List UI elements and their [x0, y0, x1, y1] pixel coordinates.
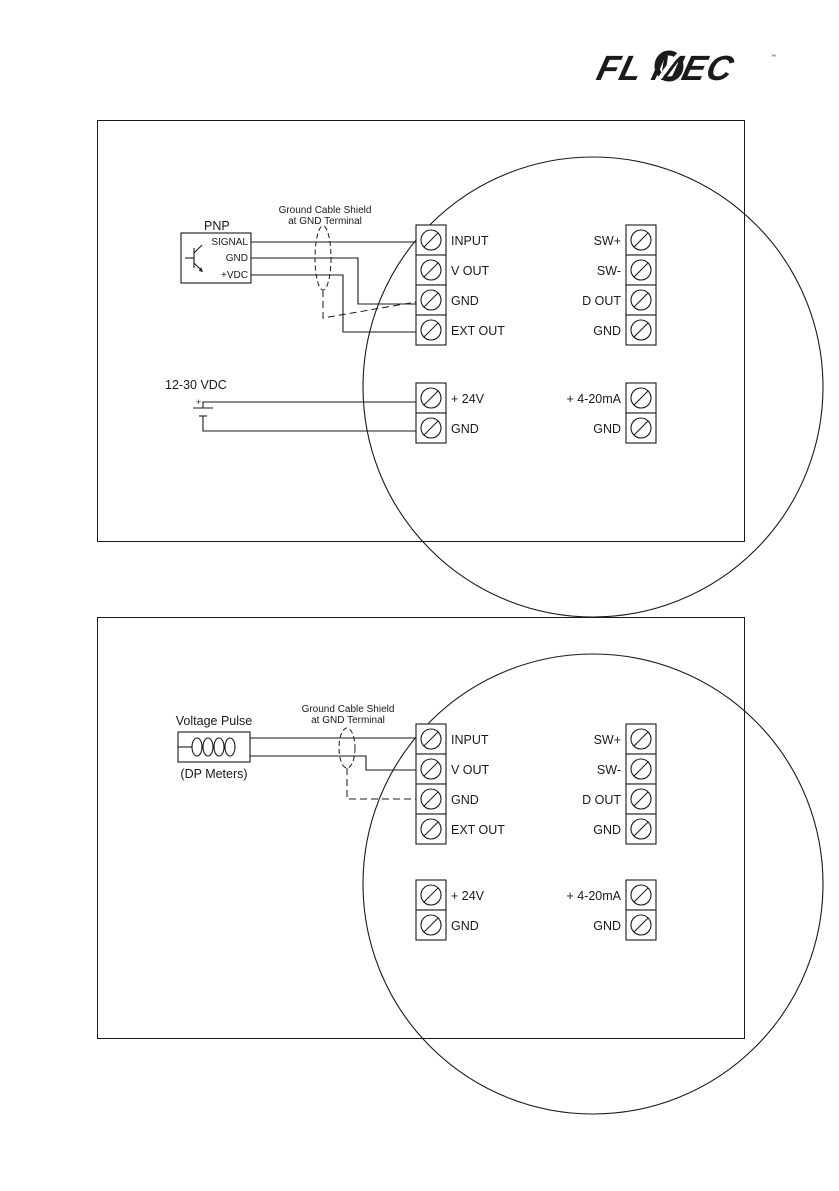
terminal-label-gnd-right: GND — [593, 823, 621, 837]
shield-note-line-1: Ground Cable Shield — [301, 704, 395, 715]
terminal-label-ext-out: EXT OUT — [451, 324, 505, 338]
sensor-pin-vdc: +VDC — [221, 270, 248, 281]
power-label-gnd-right: GND — [593, 422, 621, 436]
power-terminal-right — [626, 383, 656, 443]
terminal-label-sw-minus: SW- — [596, 763, 621, 777]
terminal-label-sw-plus: SW+ — [593, 733, 621, 747]
sensor-wiring — [250, 728, 416, 799]
terminal-label-d-out: D OUT — [582, 294, 621, 308]
sensor-title: PNP — [204, 219, 230, 233]
flomec-logo — [588, 44, 778, 88]
logo-text: FL MEC — [593, 48, 739, 88]
cable-shield-icon — [339, 728, 355, 768]
supply-wire-negative — [203, 416, 416, 431]
terminal-label-v-out: V OUT — [451, 763, 490, 777]
terminal-label-ext-out: EXT OUT — [451, 823, 505, 837]
terminal-block-right — [626, 724, 656, 844]
wiring-diagram-voltage-pulse — [97, 617, 745, 1039]
sensor-subtitle: (DP Meters) — [180, 767, 248, 781]
power-terminal-left — [416, 880, 446, 940]
terminal-label-v-out: V OUT — [451, 264, 490, 278]
power-label-24v: + 24V — [451, 889, 485, 903]
terminal-label-gnd-right: GND — [593, 324, 621, 338]
sensor-title: Voltage Pulse — [175, 714, 253, 728]
terminal-label-d-out: D OUT — [582, 793, 621, 807]
terminal-block-right — [626, 225, 656, 345]
power-label-gnd: GND — [451, 422, 479, 436]
terminal-label-input: INPUT — [451, 234, 489, 248]
wiring-diagram-voltage-pulse-svg — [98, 618, 744, 1038]
shield-note-line-2: at GND Terminal — [288, 216, 362, 227]
wiring-diagram-pnp-svg — [98, 121, 744, 541]
power-terminal-right — [626, 880, 656, 940]
dc-supply — [193, 402, 416, 431]
power-label-24v: + 24V — [451, 392, 485, 406]
terminal-label-gnd: GND — [451, 793, 479, 807]
sensor-pin-gnd: GND — [225, 253, 248, 264]
terminal-label-input: INPUT — [451, 733, 489, 747]
terminal-label-sw-plus: SW+ — [593, 234, 621, 248]
sensor-wiring — [251, 226, 416, 332]
power-label-gnd: GND — [451, 919, 479, 933]
supply-voltage-label: 12-30 VDC — [165, 378, 227, 392]
terminal-label-gnd: GND — [451, 294, 479, 308]
trademark-mark: ™ — [771, 54, 776, 60]
terminal-block-left — [416, 724, 446, 844]
power-label-4-20ma: + 4-20mA — [566, 392, 621, 406]
supply-plus-sign: + — [196, 397, 202, 407]
supply-wire-positive — [203, 402, 416, 408]
shield-note-line-1: Ground Cable Shield — [278, 205, 372, 216]
sensor-pin-signal: SIGNAL — [211, 237, 248, 248]
wiring-diagram-pnp — [97, 120, 745, 542]
terminal-block-left — [416, 225, 446, 345]
power-label-gnd-right: GND — [593, 919, 621, 933]
power-label-4-20ma: + 4-20mA — [566, 889, 621, 903]
power-terminal-left — [416, 383, 446, 443]
shield-note-line-2: at GND Terminal — [311, 715, 385, 726]
voltage-pulse-sensor — [178, 732, 250, 762]
terminal-label-sw-minus: SW- — [596, 264, 621, 278]
